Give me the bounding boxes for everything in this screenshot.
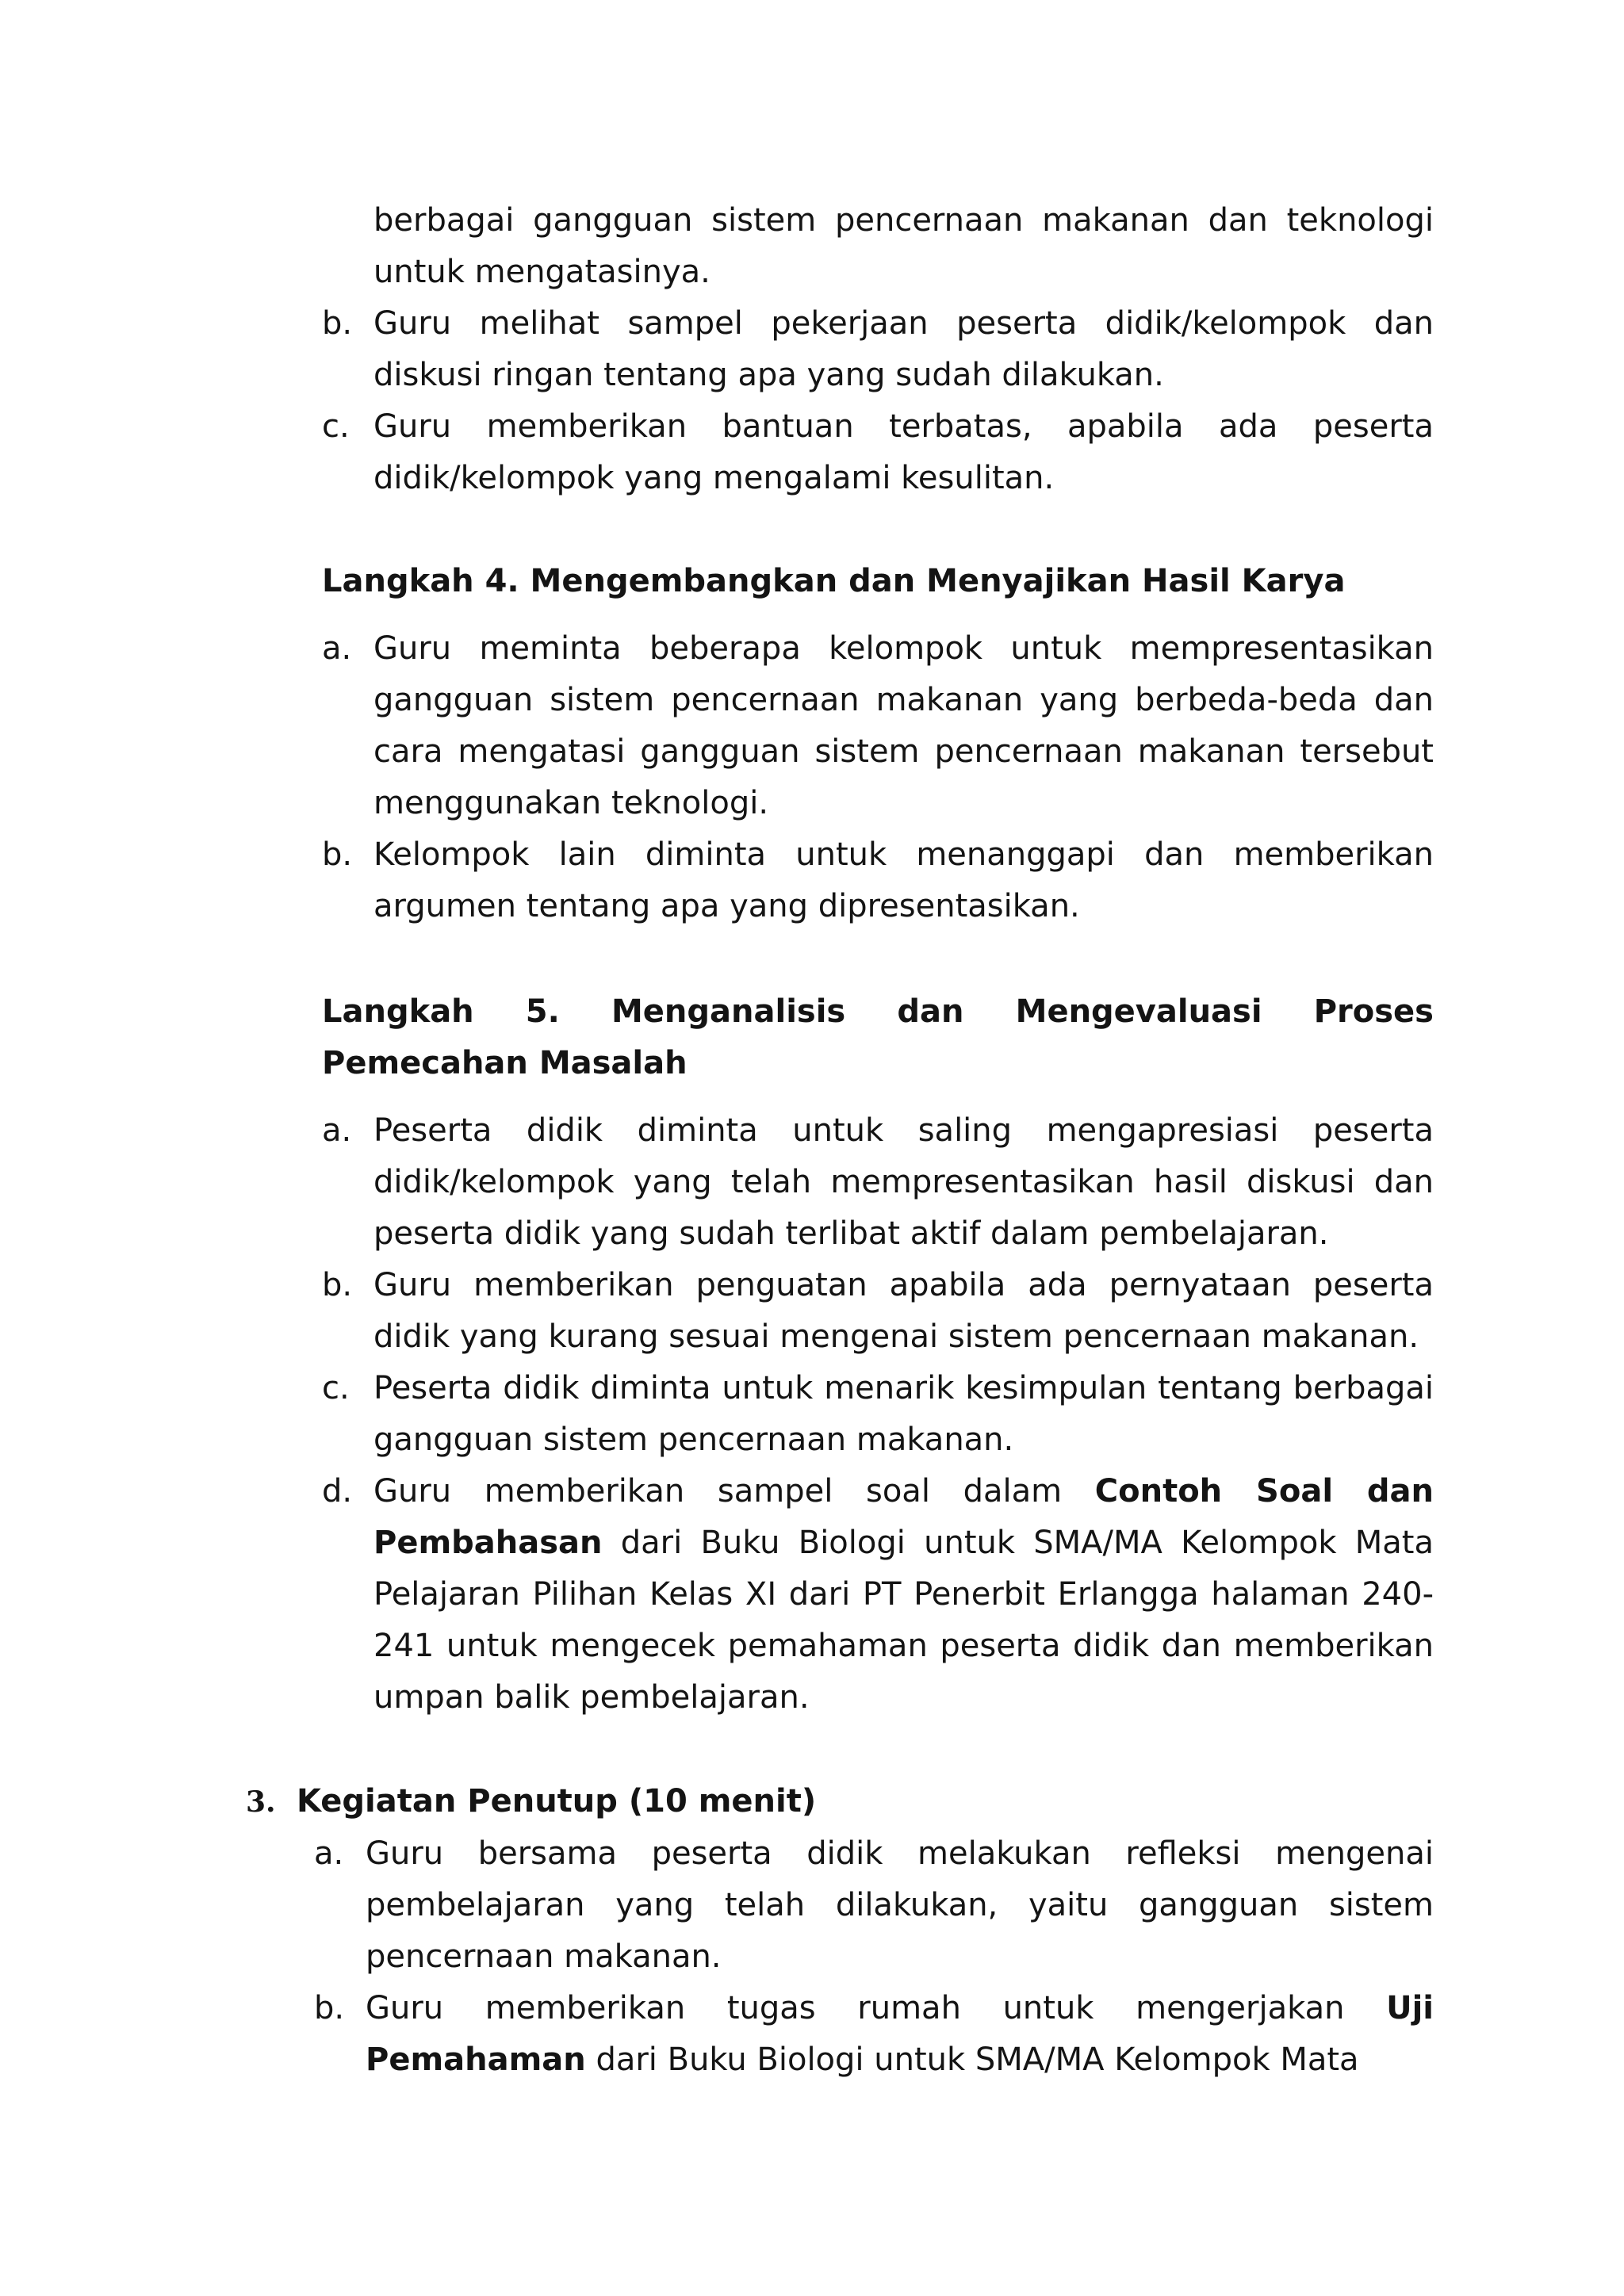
book-section-name: Contoh Soal dan Pembahasan: [373, 1473, 1434, 1561]
langkah4-heading: Langkah 4. Mengembangkan dan Menyajikan Hasil Karya: [322, 563, 1346, 599]
section3-heading: [246, 1776, 1434, 1828]
list-item-text: berbagai gangguan sistem pencernaan makanan dan teknologi untuk mengatasinya.: [373, 202, 1434, 290]
list-item-text: Peserta didik diminta untuk menarik kesimpulan tentang berbagai gangguan sistem pencernaan makanan.: [373, 1370, 1434, 1458]
section3-list: [314, 1828, 1434, 2086]
langkah5-section: [322, 986, 1434, 1724]
list-item-b: [322, 1260, 1434, 1363]
list-item-a: [322, 623, 1434, 829]
langkah5-heading: Langkah 5. Menganalisis dan Mengevaluasi Proses Pemecahan Masalah: [322, 993, 1434, 1081]
section3: [246, 1776, 1434, 2086]
step3-list: [322, 195, 1434, 504]
langkah4-section: [322, 556, 1434, 932]
list-item-text: Guru melihat sampel pekerjaan peserta didik/kelompok dan diskusi ringan tentang apa yang sudah dilakukan.: [373, 305, 1434, 393]
list-item-text-before: Guru memberikan tugas rumah untuk mengerjakan: [366, 1990, 1387, 2026]
list-item-b: [322, 829, 1434, 932]
section3-title: Kegiatan Penutup (10 menit): [297, 1783, 817, 1820]
list-item-continued: [322, 195, 1434, 298]
list-item-c: [322, 1363, 1434, 1466]
list-marker: c.: [322, 1370, 350, 1406]
list-marker: a.: [322, 1112, 352, 1149]
list-item-text: Guru bersama peserta didik melakukan refleksi mengenai pembelajaran yang telah dilakukan, yaitu gangguan sistem pencernaan makanan.: [366, 1835, 1434, 1975]
list-item-text: Guru meminta beberapa kelompok untuk mempresentasikan gangguan sistem pencernaan makanan yang berbeda-beda dan cara mengatasi gangguan sistem pencernaan makanan tersebut menggunakan teknologi.: [373, 630, 1434, 821]
list-item-text: Peserta didik diminta untuk saling mengapresiasi peserta didik/kelompok yang telah mempresentasikan hasil diskusi dan peserta didik yang sudah terlibat aktif dalam pembelajaran.: [373, 1112, 1434, 1252]
list-item-b: [322, 298, 1434, 401]
langkah4-list: [322, 623, 1434, 932]
list-item-text: Guru memberikan bantuan terbatas, apabila ada peserta didik/kelompok yang mengalami kesulitan.: [373, 408, 1434, 496]
book-section-name: Uji Pemahaman: [366, 1990, 1434, 2078]
list-item-text-after: dari Buku Biologi untuk SMA/MA Kelompok Mata Pelajaran Pilihan Kelas XI dari PT Penerbit Erlangga halaman 240-241 untuk mengecek pemahaman peserta didik dan memberikan umpan balik pembelajaran.: [373, 1525, 1434, 1716]
list-marker: b.: [322, 1267, 353, 1303]
langkah5-list: [322, 1105, 1434, 1724]
section-number: 3.: [246, 1785, 276, 1819]
list-item-a: [322, 1105, 1434, 1260]
list-item-c: [322, 401, 1434, 504]
list-marker: b.: [322, 836, 353, 873]
list-marker: c.: [322, 408, 350, 445]
list-item-b: [314, 1983, 1434, 2086]
list-marker: d.: [322, 1473, 353, 1510]
list-item-d: [322, 1466, 1434, 1724]
list-item-text-before: Guru memberikan sampel soal dalam: [373, 1473, 1095, 1510]
list-item-text: Kelompok lain diminta untuk menanggapi dan memberikan argumen tentang apa yang dipresentasikan.: [373, 836, 1434, 924]
list-item-text: Guru memberikan penguatan apabila ada pernyataan peserta didik yang kurang sesuai mengenai sistem pencernaan makanan.: [373, 1267, 1434, 1355]
list-marker: b.: [314, 1990, 345, 2026]
list-item-a: [314, 1828, 1434, 1983]
list-marker: b.: [322, 305, 353, 342]
list-item-text-after: dari Buku Biologi untuk SMA/MA Kelompok Mata: [585, 2042, 1359, 2078]
list-marker: a.: [322, 630, 352, 667]
list-marker: a.: [314, 1835, 344, 1872]
list-continuation: [322, 195, 1434, 504]
